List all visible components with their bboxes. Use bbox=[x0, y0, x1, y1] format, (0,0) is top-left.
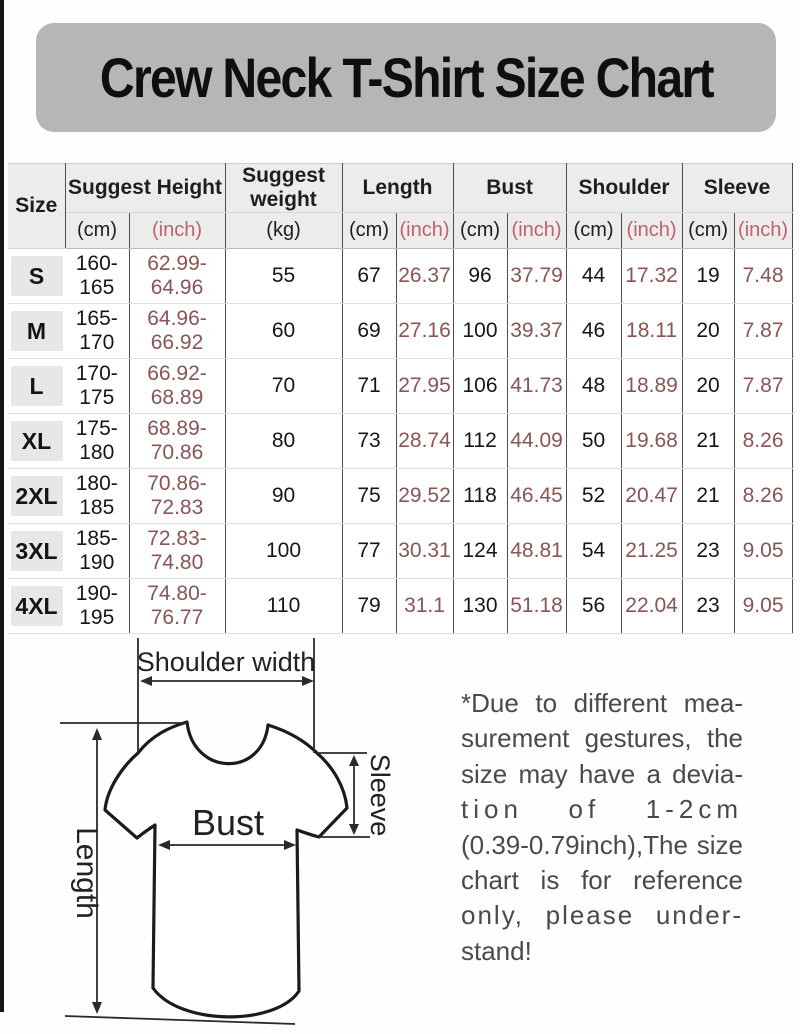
table-cell: 18.89 bbox=[621, 359, 682, 414]
table-row bbox=[8, 414, 792, 469]
table-cell: 100 bbox=[453, 304, 507, 359]
size-cell bbox=[8, 469, 65, 524]
table-cell: 72.83-74.80 bbox=[129, 524, 225, 579]
unit-shoulder-inch: (inch) bbox=[621, 213, 682, 249]
size-label: 3XL bbox=[11, 531, 63, 571]
note-line: (0.39-0.79inch),The size bbox=[461, 829, 743, 860]
arrowhead bbox=[92, 1002, 102, 1014]
table-cell: 41.73 bbox=[507, 359, 566, 414]
table-row bbox=[8, 249, 792, 304]
size-label: M bbox=[11, 311, 63, 351]
table-cell: 67 bbox=[342, 249, 396, 304]
table-cell: 46 bbox=[566, 304, 621, 359]
unit-sleeve-cm: (cm) bbox=[682, 213, 734, 249]
unit-shoulder-cm: (cm) bbox=[566, 213, 621, 249]
table-row bbox=[8, 579, 792, 634]
size-label: L bbox=[11, 366, 63, 406]
size-table-header bbox=[8, 164, 792, 249]
table-cell: 9.05 bbox=[734, 579, 792, 634]
table-cell: 180-185 bbox=[65, 469, 129, 524]
table-cell: 31.1 bbox=[396, 579, 453, 634]
table-cell: 20 bbox=[682, 304, 734, 359]
table-cell: 23 bbox=[682, 524, 734, 579]
table-cell: 23 bbox=[682, 579, 734, 634]
table-cell: 170-175 bbox=[65, 359, 129, 414]
table-cell: 106 bbox=[453, 359, 507, 414]
unit-length-inch: (inch) bbox=[396, 213, 453, 249]
note-line: surement gestures, the bbox=[461, 723, 743, 754]
table-cell: 17.32 bbox=[621, 249, 682, 304]
table-cell: 69 bbox=[342, 304, 396, 359]
note-line: *Due to different mea- bbox=[461, 688, 743, 718]
size-label: S bbox=[11, 256, 63, 296]
table-cell: 29.52 bbox=[396, 469, 453, 524]
length-label: Length bbox=[70, 827, 103, 919]
table-cell: 68.89-70.86 bbox=[129, 414, 225, 469]
table-cell: 60 bbox=[225, 304, 342, 359]
note-line: only, please under- bbox=[461, 900, 743, 931]
size-table-body bbox=[8, 249, 792, 634]
col-header-size: Size bbox=[8, 164, 65, 249]
table-cell: 44.09 bbox=[507, 414, 566, 469]
col-header-bust: Bust bbox=[453, 164, 566, 213]
table-cell: 118 bbox=[453, 469, 507, 524]
size-cell bbox=[8, 249, 65, 304]
table-cell: 100 bbox=[225, 524, 342, 579]
table-cell: 54 bbox=[566, 524, 621, 579]
left-edge-artifact bbox=[0, 0, 4, 1012]
size-cell bbox=[8, 524, 65, 579]
table-cell: 66.92-68.89 bbox=[129, 359, 225, 414]
note-line: stand! bbox=[461, 935, 532, 966]
table-cell: 27.95 bbox=[396, 359, 453, 414]
length-guide-bottom bbox=[65, 1016, 295, 1024]
note-line: chart is for reference bbox=[461, 865, 743, 896]
table-cell: 112 bbox=[453, 414, 507, 469]
unit-bust-cm: (cm) bbox=[453, 213, 507, 249]
table-cell: 130 bbox=[453, 579, 507, 634]
table-row bbox=[8, 359, 792, 414]
page-title: Crew Neck T-Shirt Size Chart bbox=[99, 46, 713, 109]
unit-height-cm: (cm) bbox=[65, 213, 129, 249]
table-cell: 30.31 bbox=[396, 524, 453, 579]
unit-height-inch: (inch) bbox=[129, 213, 225, 249]
table-cell: 20.47 bbox=[621, 469, 682, 524]
table-cell: 19.68 bbox=[621, 414, 682, 469]
size-cell bbox=[8, 414, 65, 469]
arrowhead bbox=[92, 728, 102, 740]
table-cell: 74.80-76.77 bbox=[129, 579, 225, 634]
arrowhead bbox=[302, 676, 314, 686]
table-cell: 20 bbox=[682, 359, 734, 414]
table-cell: 80 bbox=[225, 414, 342, 469]
table-cell: 190-195 bbox=[65, 579, 129, 634]
title-banner bbox=[36, 23, 776, 132]
note-line: size may have a devia- bbox=[461, 758, 743, 789]
table-cell: 21 bbox=[682, 469, 734, 524]
table-cell: 7.87 bbox=[734, 304, 792, 359]
table-cell: 55 bbox=[225, 249, 342, 304]
tshirt-outline bbox=[105, 722, 347, 1017]
table-cell: 71 bbox=[342, 359, 396, 414]
size-cell bbox=[8, 579, 65, 634]
table-cell: 75 bbox=[342, 469, 396, 524]
table-cell: 160-165 bbox=[65, 249, 129, 304]
note-text bbox=[461, 686, 743, 969]
table-cell: 79 bbox=[342, 579, 396, 634]
table-cell: 70.86-72.83 bbox=[129, 469, 225, 524]
col-header-suggest-weight: Suggest weight bbox=[225, 164, 342, 213]
table-cell: 62.99-64.96 bbox=[129, 249, 225, 304]
table-cell: 18.11 bbox=[621, 304, 682, 359]
table-cell: 64.96-66.92 bbox=[129, 304, 225, 359]
table-row bbox=[8, 304, 792, 359]
table-cell: 46.45 bbox=[507, 469, 566, 524]
table-cell: 9.05 bbox=[734, 524, 792, 579]
table-cell: 44 bbox=[566, 249, 621, 304]
size-cell bbox=[8, 304, 65, 359]
table-cell: 51.18 bbox=[507, 579, 566, 634]
table-cell: 90 bbox=[225, 469, 342, 524]
header-unit-row bbox=[8, 213, 792, 249]
size-table bbox=[8, 163, 793, 634]
unit-weight-kg: (kg) bbox=[225, 213, 342, 249]
arrowhead bbox=[349, 755, 359, 766]
table-cell: 73 bbox=[342, 414, 396, 469]
col-header-length: Length bbox=[342, 164, 453, 213]
table-cell: 22.04 bbox=[621, 579, 682, 634]
col-header-sleeve: Sleeve bbox=[682, 164, 792, 213]
table-cell: 27.16 bbox=[396, 304, 453, 359]
table-cell: 165-170 bbox=[65, 304, 129, 359]
table-cell: 8.26 bbox=[734, 469, 792, 524]
arrowhead bbox=[349, 824, 359, 835]
unit-length-cm: (cm) bbox=[342, 213, 396, 249]
table-cell: 110 bbox=[225, 579, 342, 634]
table-cell: 56 bbox=[566, 579, 621, 634]
table-cell: 28.74 bbox=[396, 414, 453, 469]
table-cell: 21.25 bbox=[621, 524, 682, 579]
table-cell: 21 bbox=[682, 414, 734, 469]
unit-bust-inch: (inch) bbox=[507, 213, 566, 249]
table-cell: 96 bbox=[453, 249, 507, 304]
table-cell: 185-190 bbox=[65, 524, 129, 579]
table-cell: 19 bbox=[682, 249, 734, 304]
unit-sleeve-inch: (inch) bbox=[734, 213, 792, 249]
table-cell: 26.37 bbox=[396, 249, 453, 304]
table-cell: 37.79 bbox=[507, 249, 566, 304]
sleeve-label: Sleeve bbox=[365, 753, 395, 837]
table-cell: 52 bbox=[566, 469, 621, 524]
table-cell: 8.26 bbox=[734, 414, 792, 469]
table-cell: 70 bbox=[225, 359, 342, 414]
tshirt-measurement-diagram bbox=[30, 628, 460, 1030]
note-line: tion of 1-2cm bbox=[461, 794, 743, 825]
table-cell: 48.81 bbox=[507, 524, 566, 579]
table-cell: 124 bbox=[453, 524, 507, 579]
shoulder-width-label: Shoulder width bbox=[136, 647, 316, 677]
table-cell: 7.87 bbox=[734, 359, 792, 414]
table-cell: 48 bbox=[566, 359, 621, 414]
table-row bbox=[8, 469, 792, 524]
table-row bbox=[8, 524, 792, 579]
table-cell: 77 bbox=[342, 524, 396, 579]
arrowhead bbox=[140, 676, 152, 686]
col-header-suggest-height: Suggest Height bbox=[65, 164, 225, 213]
table-cell: 39.37 bbox=[507, 304, 566, 359]
size-cell bbox=[8, 359, 65, 414]
table-cell: 7.48 bbox=[734, 249, 792, 304]
size-label: 2XL bbox=[11, 476, 63, 516]
bust-label: Bust bbox=[191, 802, 265, 843]
table-cell: 50 bbox=[566, 414, 621, 469]
size-label: XL bbox=[11, 421, 63, 461]
table-cell: 175-180 bbox=[65, 414, 129, 469]
header-group-row bbox=[8, 164, 792, 213]
size-label: 4XL bbox=[11, 586, 63, 626]
col-header-shoulder: Shoulder bbox=[566, 164, 682, 213]
